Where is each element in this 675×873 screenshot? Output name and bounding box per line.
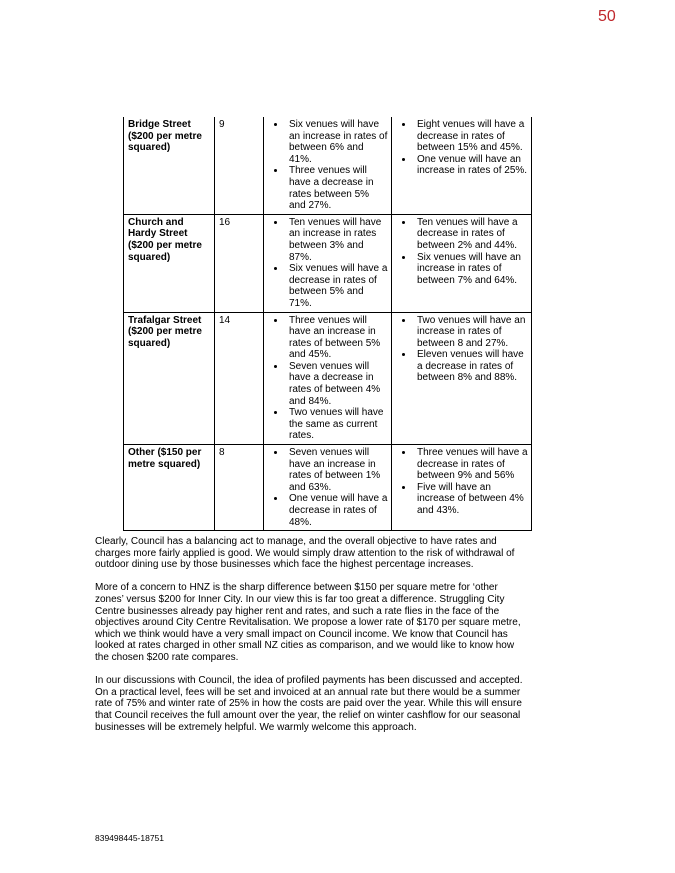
list-item: • Three venues will have a decrease in rates of between 9% and 56% [414, 447, 528, 482]
rates-table [123, 117, 532, 531]
venue-count-cell: 9 [215, 117, 264, 214]
street-cell: Trafalgar Street ($200 per metre squared) [124, 312, 215, 445]
table-row [124, 445, 532, 531]
changes-cell [264, 445, 392, 531]
changes-cell [264, 214, 392, 312]
list-item: • Ten venues will have a decrease in rates of between 2% and 44%. [414, 217, 528, 252]
venue-count-cell: 14 [215, 312, 264, 445]
changes-cell [392, 445, 532, 531]
paragraph: More of a concern to HNZ is the sharp difference between $150 per square metre for ‘other zones’ versus $200 for Inner City. In our view this is far too great a difference. Struggling City Centre businesses already pay higher rent and rates, and such a rate flies in the face of the objectives around City Centre Revitalisation. We propose a lower rate of $170 per square metre, which we think would have a very small impact on Council income. We know that Council has looked at rates charged in other small NZ cities as comparison, and we would like to know how the chosen $200 rate compares. [95, 582, 521, 663]
list-item: • Six venues will have an increase in rates of between 7% and 64%. [414, 252, 528, 287]
document-id-footer: 839498445-18751 [95, 833, 165, 843]
list-item: • Eight venues will have a decrease in rates of between 15% and 45%. [414, 119, 528, 154]
list-item: • Three venues will have an increase in rates of between 5% and 45%. [286, 315, 388, 361]
list-item: • One venue will have a decrease in rates of 48%. [286, 493, 388, 528]
list-item: • Six venues will have a decrease in rates of between 5% and 71%. [286, 263, 388, 309]
list-item: • Ten venues will have an increase in rates between 3% and 87%. [286, 217, 388, 263]
changes-cell [392, 312, 532, 445]
paragraph: Clearly, Council has a balancing act to manage, and the overall objective to have rates and charges more fairly applied is good. We would simply draw attention to the risk of withdrawal of outdoor dining use by those businesses which face the highest percentage increases. [95, 536, 515, 571]
list-item: • Seven venues will have a decrease in rates of between 4% and 84%. [286, 361, 388, 407]
changes-cell [264, 117, 392, 214]
changes-cell [392, 117, 532, 214]
venue-count-cell: 16 [215, 214, 264, 312]
list-item: • Six venues will have an increase in rates of between 6% and 41%. [286, 119, 388, 165]
list-item: • Three venues will have a decrease in rates between 5% and 27%. [286, 165, 388, 211]
table-row [124, 312, 532, 445]
changes-cell [264, 312, 392, 445]
list-item: • Two venues will have the same as current rates. [286, 407, 388, 442]
list-item: • Five will have an increase of between 4% and 43%. [414, 482, 528, 517]
list-item: • Two venues will have an increase in rates of between 8 and 27%. [414, 315, 528, 350]
changes-cell [392, 214, 532, 312]
paragraph: In our discussions with Council, the idea of profiled payments has been discussed and accepted. On a practical level, fees will be set and invoiced at an annual rate but there would be a summer rate of 75% and winter rate of 25% in how the costs are paid over the year. While this will ensure that Council receives the full amount over the year, the relief on winter cashflow for our seasonal businesses will be extremely helpful. We warmly welcome this approach. [95, 675, 523, 733]
body-text [95, 536, 525, 745]
venue-count-cell: 8 [215, 445, 264, 531]
list-item: • Seven venues will have an increase in rates of between 1% and 63%. [286, 447, 388, 493]
list-item: • One venue will have an increase in rates of 25%. [414, 154, 528, 177]
table-row [124, 214, 532, 312]
street-cell: Other ($150 per metre squared) [124, 445, 215, 531]
street-cell: Bridge Street ($200 per metre squared) [124, 117, 215, 214]
table-row [124, 117, 532, 214]
page-number: 50 [598, 8, 616, 25]
street-cell: Church and Hardy Street ($200 per metre squared) [124, 214, 215, 312]
list-item: • Eleven venues will have a decrease in rates of between 8% and 88%. [414, 349, 528, 384]
